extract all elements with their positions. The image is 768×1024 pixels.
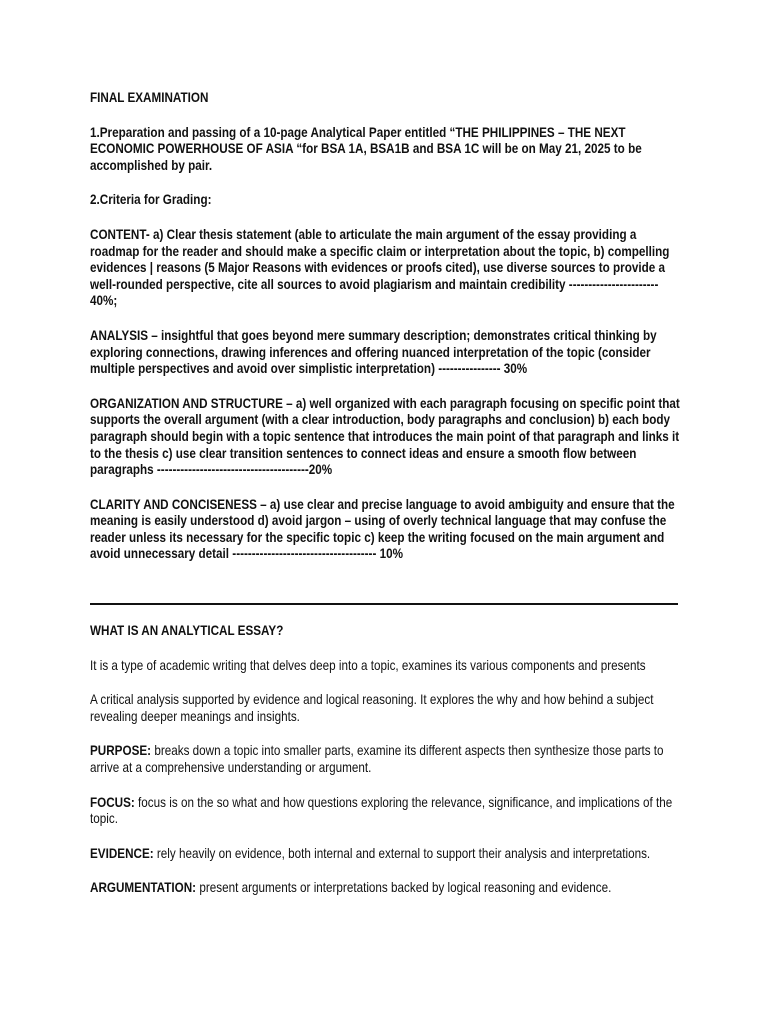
criterion-label: CLARITY AND CONCISENESS <box>90 496 257 512</box>
essay-point-evidence <box>90 846 680 863</box>
exam-title: FINAL EXAMINATION <box>90 90 209 105</box>
point-label: EVIDENCE: <box>90 845 154 861</box>
criterion-label: ORGANIZATION AND STRUCTURE <box>90 395 283 411</box>
criterion-label: CONTENT- <box>90 226 150 242</box>
essay-point-focus <box>90 795 680 828</box>
section-divider <box>90 603 678 605</box>
criterion-label: ANALYSIS <box>90 327 149 343</box>
essay-intro-2: A critical analysis supported by evidence and logical reasoning. It explores the why and how behind a subject revealing deeper meanings and insights. <box>90 692 654 724</box>
criterion-text: – a) well organized with each paragraph focusing on specific point that supports the overall argument (with a clear introduction, body paragraphs and conclusion) b) each body paragraph should begin with a topic sentence that introduces the main point of that paragraph and links it to the thesis c) use clear transition sentences to connect ideas and ensure a smooth flow between paragraphs ---------------------------------------20% <box>90 395 680 478</box>
criterion-analysis <box>90 328 680 378</box>
point-text: breaks down a topic into smaller parts, examine its different aspects then synthesize those parts to arrive at a comprehensive understanding or argument. <box>90 743 664 775</box>
criterion-organization <box>90 396 680 479</box>
criterion-text: a) Clear thesis statement (able to articulate the main argument of the essay providing a roadmap for the reader and should make a specific claim or interpretation about the topic, b) compelling evidences | reasons (5 Major Reasons with evidences or proofs cited), use diverse sources to provide a well-rounded perspective, cite all sources to avoid plagiarism and maintain credibility ----------------------- 40%; <box>90 226 670 309</box>
paper-title: THE PHILIPPINES – THE NEXT ECONOMIC POWERHOUSE OF ASIA <box>90 124 626 157</box>
item-1-prefix: 1.Preparation and passing of a 10-page Analytical Paper entitled “ <box>90 124 456 140</box>
point-label: PURPOSE: <box>90 743 152 759</box>
point-label: FOCUS: <box>90 794 135 810</box>
exam-instructions <box>90 90 680 581</box>
point-text: present arguments or interpretations backed by logical reasoning and evidence. <box>196 880 612 896</box>
criterion-content <box>90 227 680 310</box>
item-1-suffix: “for BSA 1A, BSA1B and BSA 1C will be on May 21, 2025 to be accomplished by pair. <box>90 141 642 173</box>
essay-point-argumentation <box>90 880 680 897</box>
item-1-paragraph <box>90 125 680 175</box>
analytical-essay-section <box>90 623 680 915</box>
essay-intro-1: It is a type of academic writing that delves deep into a topic, examines its various components and presents <box>90 657 646 673</box>
criterion-clarity <box>90 497 680 563</box>
criterion-text: – a) use clear and precise language to avoid ambiguity and ensure that the meaning is easily understood d) avoid jargon – using of overly technical language that may confuse the reader unless its necessary for the specific topic c) keep the writing focused on the main argument and avoid unnecessary detail ------------------------------------- 10% <box>90 496 675 562</box>
point-label: ARGUMENTATION: <box>90 880 197 896</box>
point-text: focus is on the so what and how questions exploring the relevance, significance, and implications of the topic. <box>90 794 673 827</box>
essay-point-purpose <box>90 743 680 776</box>
criteria-heading: 2.Criteria for Grading: <box>90 192 212 208</box>
criterion-text: – insightful that goes beyond mere summary description; demonstrates critical thinking by exploring connections, drawing inferences and offering nuanced interpretation of the topic (consider multiple perspectives and avoid over simplistic interpretation) ---------------- 30% <box>90 327 657 377</box>
essay-heading: WHAT IS AN ANALYTICAL ESSAY? <box>90 623 284 638</box>
point-text: rely heavily on evidence, both internal and external to support their analysis and interpretations. <box>153 845 651 861</box>
